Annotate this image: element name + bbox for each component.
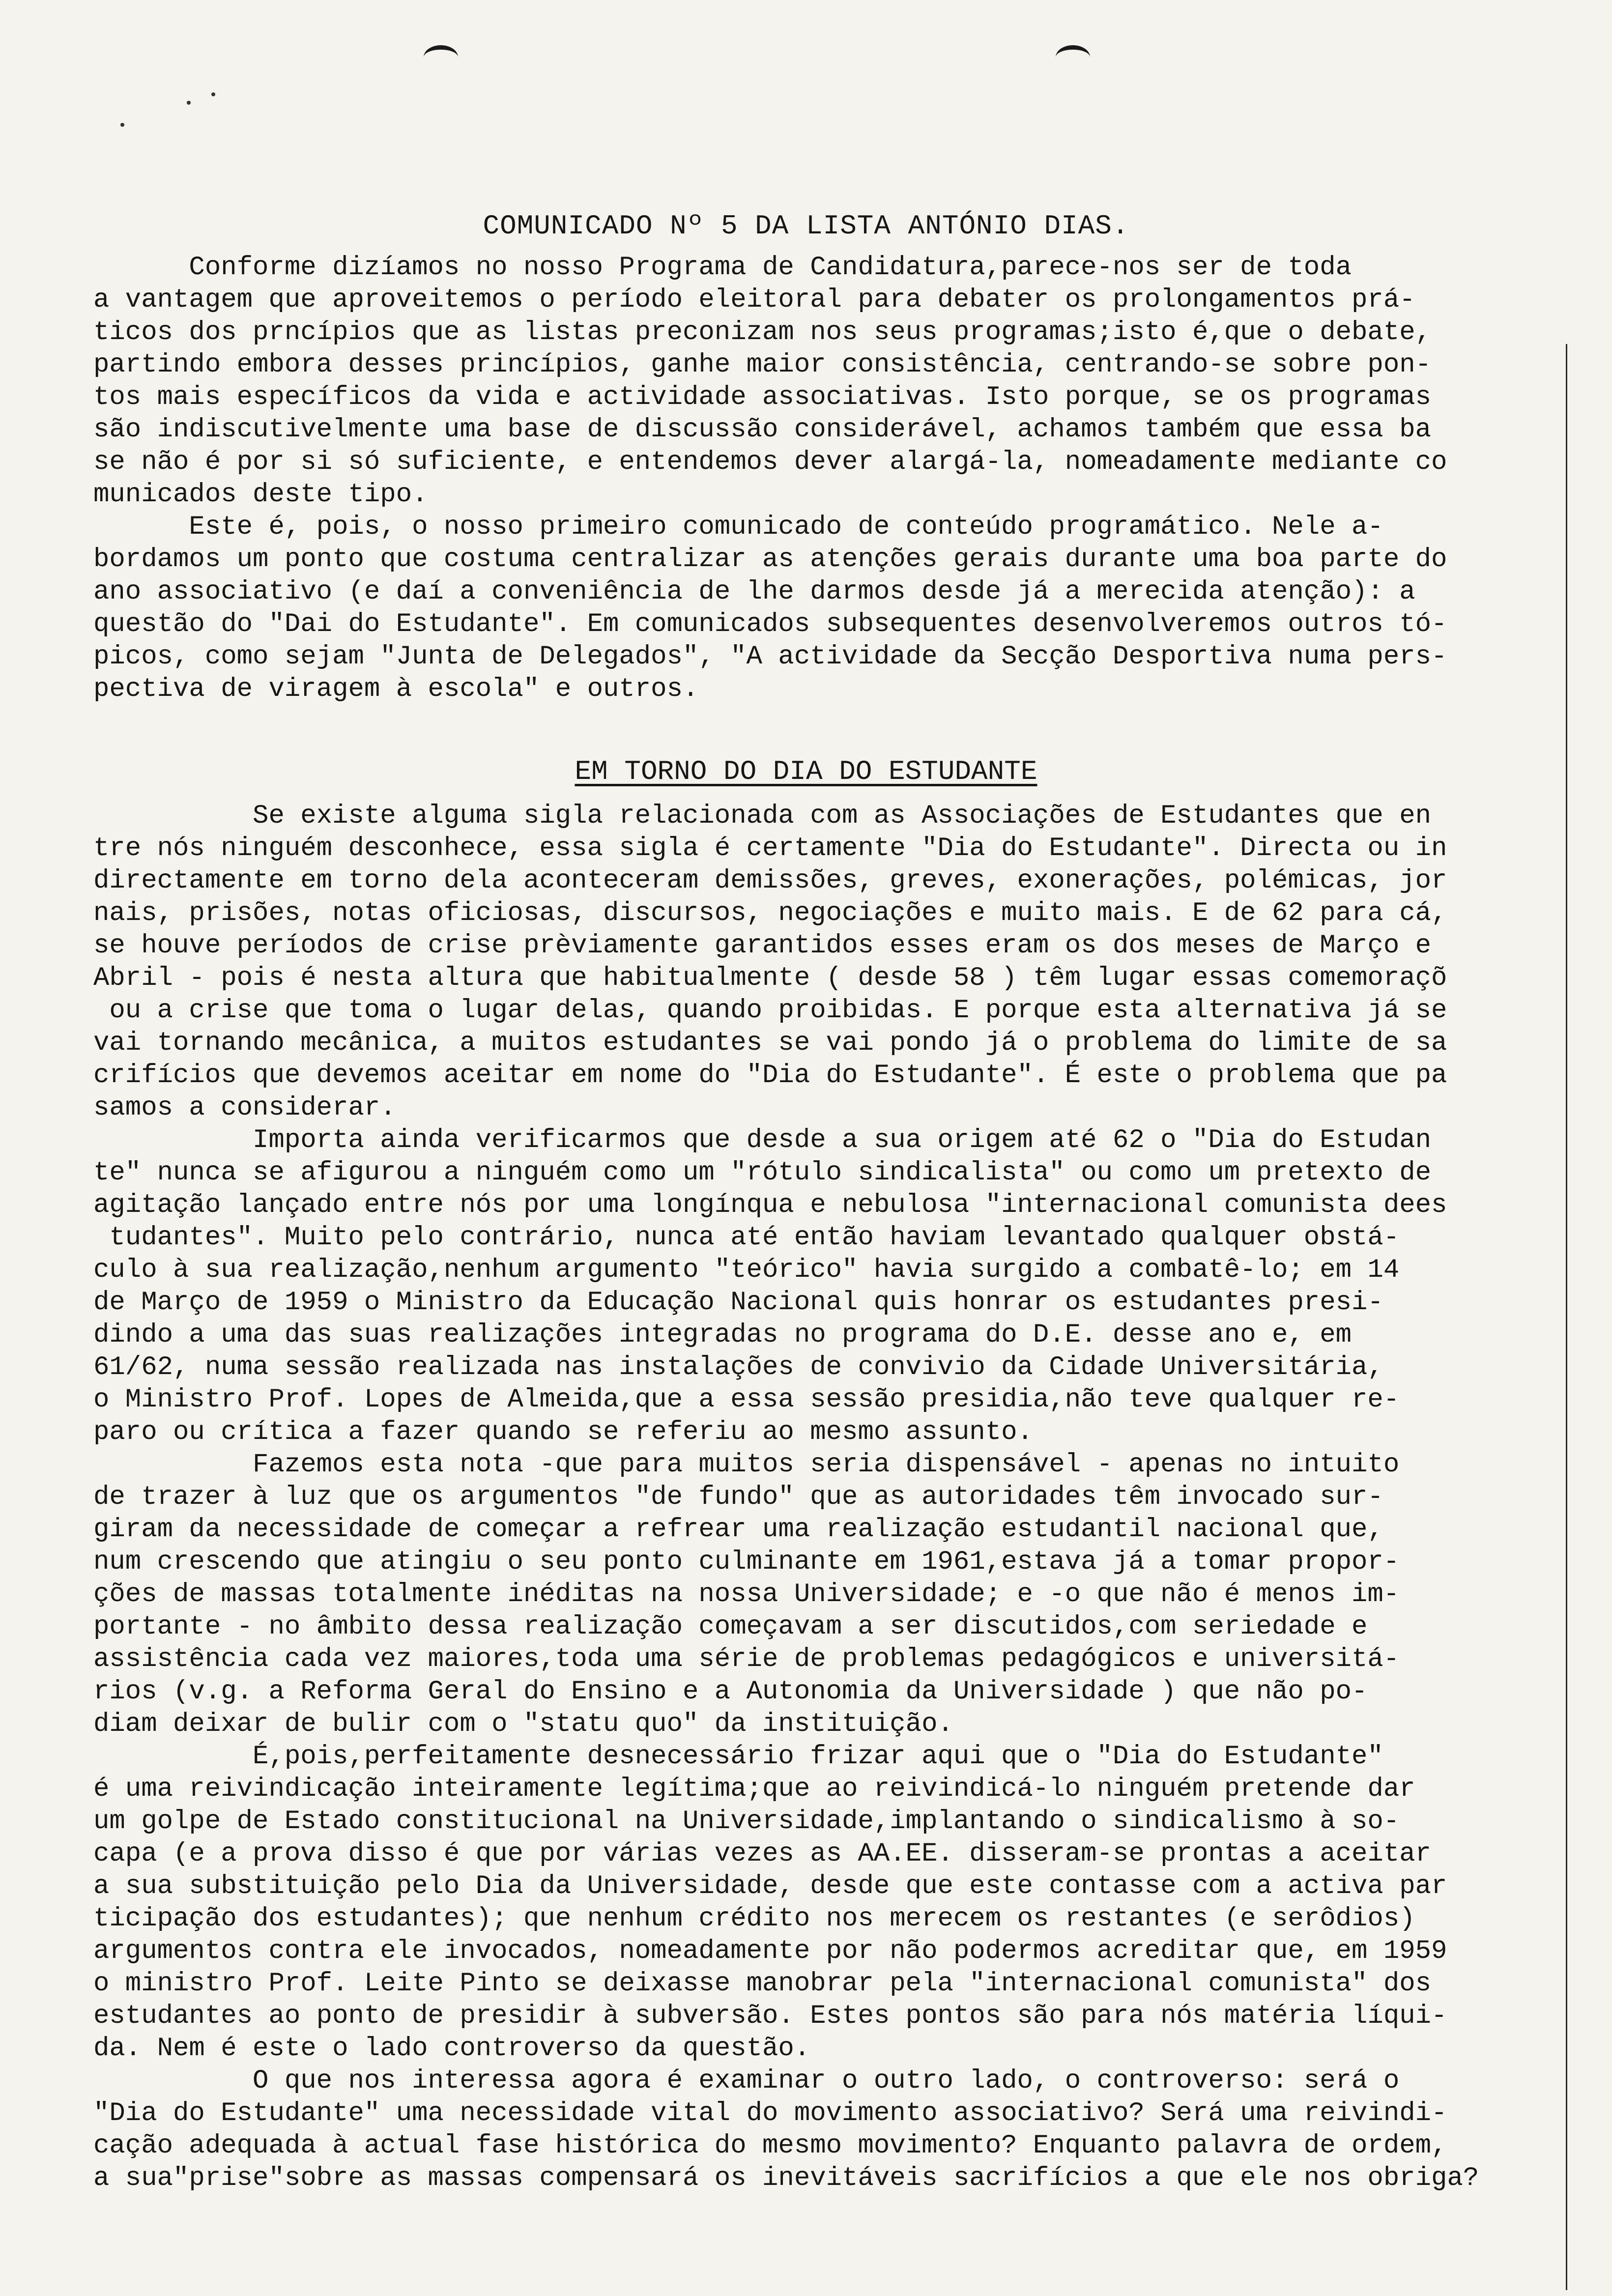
ink-speck [211, 92, 215, 96]
section-heading: EM TORNO DO DIA DO ESTUDANTE [575, 756, 1037, 787]
text-line: agitação lançado entre nós por uma longínqua e nebulosa "internacional comunista dees [93, 1190, 1447, 1220]
text-line: é uma reivindicação inteiramente legítima;que ao reivindicá-lo ninguém pretende dar [93, 1774, 1415, 1804]
text-line: samos a considerar. [93, 1093, 396, 1123]
text-line: ou a crise que toma o lugar delas, quando proibidas. E porque esta alternativa já se [93, 996, 1447, 1026]
text-line: Este é, pois, o nosso primeiro comunicado de conteúdo programático. Nele a- [93, 512, 1383, 542]
text-line: É,pois,perfeitamente desnecessário frizar aqui que o "Dia do Estudante" [93, 1742, 1383, 1772]
text-line: tos mais específicos da vida e actividade associativas. Isto porque, se os programas [93, 382, 1432, 412]
scan-edge-line [1566, 344, 1567, 2290]
text-line: tre nós ninguém desconhece, essa sigla é certamente "Dia do Estudante". Directa ou in [93, 833, 1447, 863]
text-line: são indiscutivelmente uma base de discussão considerável, achamos também que essa ba [93, 415, 1432, 445]
text-line: se não é por si só suficiente, e entendemos dever alargá-la, nomeadamente mediante co [93, 447, 1447, 477]
text-line: a sua substituição pelo Dia da Universidade, desde que este contasse com a activa par [93, 1871, 1447, 1901]
intro-paragraphs [93, 252, 1563, 706]
document-title: COMUNICADO Nº 5 DA LISTA ANTÓNIO DIAS. [483, 210, 1129, 242]
text-line: Fazemos esta nota -que para muitos seria dispensável - apenas no intuito [93, 1450, 1400, 1480]
text-line: ticos dos prncípios que as listas preconizam nos seus programas;isto é,que o debate, [93, 317, 1432, 347]
text-line: giram da necessidade de começar a refrear uma realização estudantil nacional que, [93, 1515, 1383, 1545]
text-line: "Dia do Estudante" uma necessidade vital do movimento associativo? Será uma reivindi- [93, 2098, 1447, 2128]
text-line: bordamos um ponto que costuma centralizar as atenções gerais durante uma boa parte do [93, 545, 1447, 574]
text-line: rios (v.g. a Reforma Geral do Ensino e a Autonomia da Universidade ) que não po- [93, 1677, 1368, 1707]
ink-speck [120, 123, 124, 127]
text-line: 61/62, numa sessão realizada nas instalações de convivio da Cidade Universitária, [93, 1352, 1383, 1382]
text-line: crifícios que devemos aceitar em nome do "Dia do Estudante". É este o problema que pa [93, 1061, 1447, 1091]
text-line: municados deste tipo. [93, 480, 428, 510]
text-line: pectiva de viragem à escola" e outros. [93, 674, 699, 704]
ink-speck [187, 101, 191, 105]
text-line: vai tornando mecânica, a muitos estudantes se vai pondo já o problema do limite de sa [93, 1028, 1447, 1058]
text-line: Importa ainda verificarmos que desde a sua origem até 62 o "Dia do Estudan [93, 1125, 1432, 1155]
text-line: um golpe de Estado constitucional na Universidade,implantando o sindicalismo à so- [93, 1807, 1400, 1837]
text-line: partindo embora desses princípios, ganhe maior consistência, centrando-se sobre pon- [93, 350, 1432, 380]
text-line: cação adequada à actual fase histórica do mesmo movimento? Enquanto palavra de ordem, [93, 2131, 1447, 2161]
text-line: da. Nem é este o lado controverso da questão. [93, 2034, 810, 2064]
text-line: Conforme dizíamos no nosso Programa de Candidatura,parece-nos ser de toda [93, 253, 1352, 283]
text-line: paro ou crítica a fazer quando se referiu ao mesmo assunto. [93, 1417, 1033, 1447]
text-line: de trazer à luz que os argumentos "de fundo" que as autoridades têm invocado sur- [93, 1482, 1383, 1512]
punch-hole-mark [1056, 45, 1090, 69]
text-line: dindo a uma das suas realizações integradas no programa do D.E. desse ano e, em [93, 1320, 1352, 1350]
text-line: ções de massas totalmente inéditas na nossa Universidade; e -o que não é menos im- [93, 1579, 1400, 1609]
text-line: de Março de 1959 o Ministro da Educação Nacional quis honrar os estudantes presi- [93, 1288, 1383, 1318]
text-line: ticipação dos estudantes); que nenhum crédito nos merecem os restantes (e serôdios) [93, 1904, 1415, 1934]
body-paragraphs [93, 800, 1563, 2195]
text-line: ano associativo (e daí a conveniência de lhe darmos desde já a merecida atenção): a [93, 577, 1415, 607]
text-line: Abril - pois é nesta altura que habitualmente ( desde 58 ) têm lugar essas comemoraçõ [93, 963, 1447, 993]
text-line: culo à sua realização,nenhum argumento "teórico" havia surgido a combatê-lo; em 14 [93, 1255, 1400, 1285]
text-line: argumentos contra ele invocados, nomeadamente por não podermos acreditar que, em 1959 [93, 1936, 1447, 1966]
text-line: o Ministro Prof. Lopes de Almeida,que a essa sessão presidia,não teve qualquer re- [93, 1385, 1400, 1415]
text-line: O que nos interessa agora é examinar o outro lado, o controverso: será o [93, 2066, 1400, 2096]
text-line: tudantes". Muito pelo contrário, nunca até então haviam levantado qualquer obstá- [93, 1223, 1400, 1253]
text-line: num crescendo que atingiu o seu ponto culminante em 1961,estava já a tomar propor- [93, 1547, 1400, 1577]
text-line: capa (e a prova disso é que por várias vezes as AA.EE. disseram-se prontas a aceitar [93, 1839, 1432, 1869]
text-line: estudantes ao ponto de presidir à subversão. Estes pontos são para nós matéria líqui- [93, 2001, 1447, 2031]
text-line: picos, como sejam "Junta de Delegados", "A actividade da Secção Desportiva numa pers- [93, 642, 1447, 672]
text-line: questão do "Dai do Estudante". Em comunicados subsequentes desenvolveremos outros tó- [93, 609, 1447, 639]
text-line: a sua"prise"sobre as massas compensará os inevitáveis sacrifícios a que ele nos obriga? [93, 2163, 1479, 2193]
punch-hole-mark [424, 45, 458, 69]
text-line: o ministro Prof. Leite Pinto se deixasse manobrar pela "internacional comunista" dos [93, 1969, 1432, 1999]
text-line: directamente em torno dela aconteceram demissões, greves, exonerações, polémicas, jor [93, 866, 1447, 896]
text-line: se houve períodos de crise prèviamente garantidos esses eram os dos meses de Março e [93, 931, 1432, 961]
text-line: Se existe alguma sigla relacionada com as Associações de Estudantes que en [93, 801, 1432, 831]
text-line: portante - no âmbito dessa realização começavam a ser discutidos,com seriedade e [93, 1612, 1368, 1642]
text-line: te" nunca se afigurou a ninguém como um "rótulo sindicalista" ou como um pretexto de [93, 1158, 1432, 1188]
text-line: assistência cada vez maiores,toda uma série de problemas pedagógicos e universitá- [93, 1644, 1400, 1674]
text-line: diam deixar de bulir com o "statu quo" da instituição. [93, 1709, 953, 1739]
text-line: a vantagem que aproveitemos o período eleitoral para debater os prolongamentos prá- [93, 285, 1415, 315]
text-line: nais, prisões, notas oficiosas, discursos, negociações e muito mais. E de 62 para cá, [93, 898, 1447, 928]
